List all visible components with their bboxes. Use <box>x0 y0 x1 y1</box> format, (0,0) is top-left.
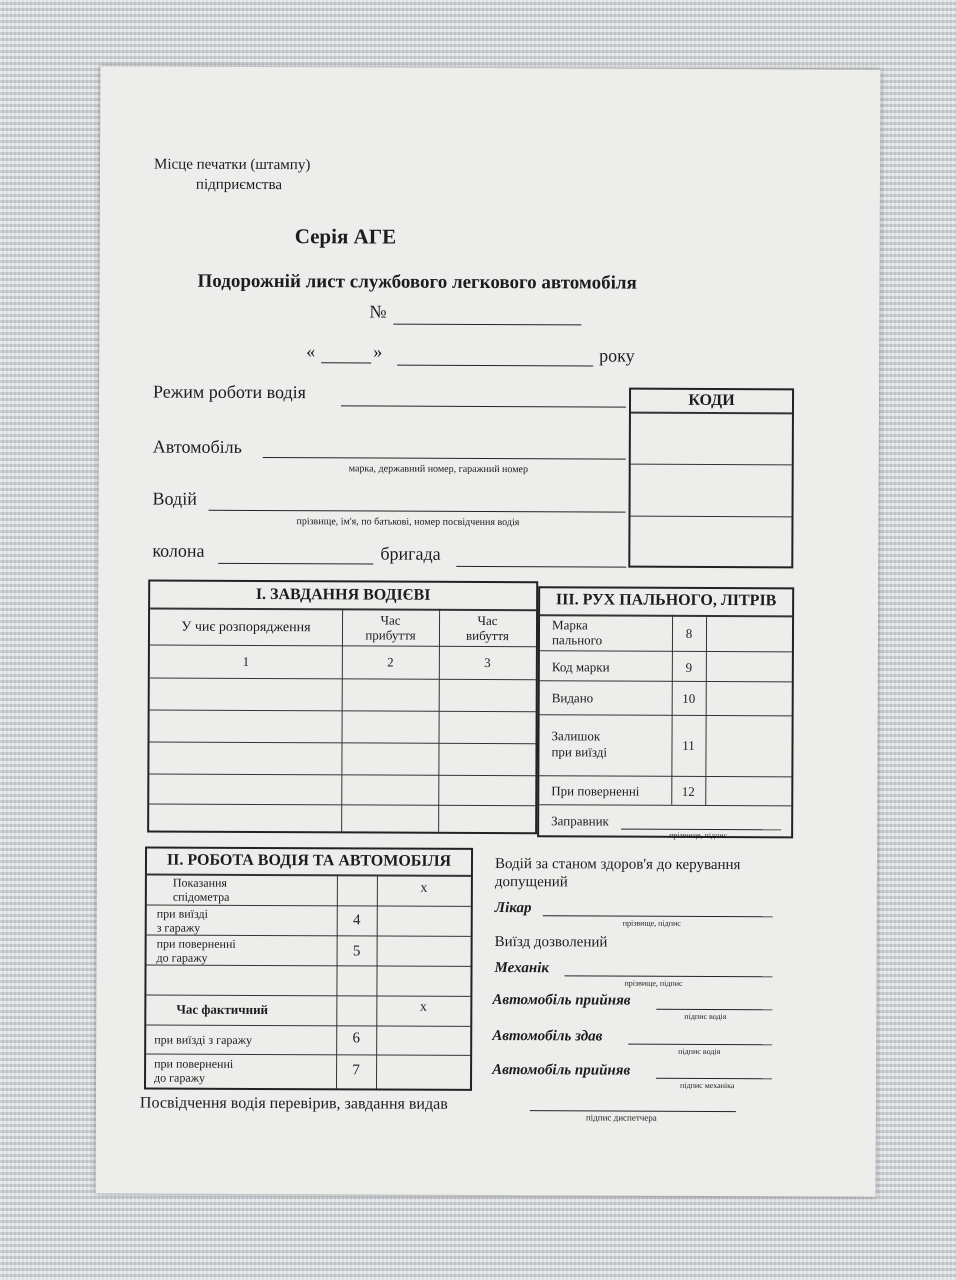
odometer-label: Показання <box>172 875 228 890</box>
dispatcher-label: Посвідчення водія перевірив, завдання видав <box>139 1094 448 1113</box>
row-divider <box>146 1054 470 1056</box>
car-field[interactable] <box>263 457 626 460</box>
code-6: 6 <box>352 1030 361 1047</box>
car-accepted-mechanic-label: Автомобіль прийняв <box>492 1062 631 1079</box>
car-label: Автомобіль <box>152 436 242 457</box>
x-mark-2: х <box>419 999 427 1015</box>
waybill-sheet <box>96 66 881 1196</box>
col3-number: 3 <box>484 654 491 671</box>
codes-divider <box>631 412 792 415</box>
return-time-label-2: до гаражу <box>154 1070 206 1085</box>
row-divider <box>146 995 470 997</box>
actual-time-label: Час фактичний <box>176 1001 269 1018</box>
doctor-hint: прізвище, підпис <box>622 918 681 928</box>
date-month-field[interactable] <box>397 365 593 367</box>
refueler-hint: прізвище, підпис <box>669 830 728 841</box>
brigade-label: бригада <box>380 543 441 564</box>
code-8: 8 <box>685 625 693 641</box>
remainder-label: Залишок <box>551 728 601 744</box>
number-field[interactable] <box>393 324 581 326</box>
car-accepted-mechanic-hint: підпис механіка <box>680 1080 735 1091</box>
section-2-title: ІІ. РОБОТА ВОДІЯ ТА АВТОМОБІЛЯ <box>166 851 452 870</box>
odometer-label-2: спідометра <box>172 889 230 904</box>
col3-header-2: вибуття <box>465 627 509 644</box>
mechanic-signature-field[interactable] <box>564 975 772 977</box>
series-label: Серія АГЕ <box>294 224 397 249</box>
date-close-quote: » <box>373 341 383 362</box>
codes-box <box>628 388 794 569</box>
row-divider <box>540 714 792 716</box>
brigade-field[interactable] <box>456 566 626 568</box>
exit-allowed-label: Виїзд дозволений <box>494 934 608 951</box>
date-open-quote: « <box>306 341 316 362</box>
section-1-table <box>147 580 538 835</box>
issued-label: Видано <box>551 690 594 706</box>
dispatcher-hint: підпис диспетчера <box>585 1112 657 1123</box>
return-time-label: при поверненні <box>154 1056 234 1071</box>
driver-label: Водій <box>152 488 197 509</box>
col3-header: Час <box>477 612 498 629</box>
driver-hint: прізвище, ім'я, по батькові, номер посвідчення водія <box>296 516 520 529</box>
refueler-label: Заправник <box>551 813 609 829</box>
row-divider <box>539 775 791 777</box>
number-label: № <box>369 301 387 322</box>
col1-number: 1 <box>242 653 250 669</box>
row-divider <box>147 965 471 967</box>
exit-garage-label: при виїзді <box>156 906 209 921</box>
fuel-brand-label-2: пального <box>551 632 603 648</box>
section-2-table <box>144 847 473 1091</box>
codes-header: КОДИ <box>688 391 735 410</box>
driver-mode-label: Режим роботи водія <box>153 381 307 403</box>
col2-header: Час <box>380 612 401 628</box>
exit-time-label: при виїзді з гаражу <box>154 1032 253 1047</box>
code-9: 9 <box>685 659 693 675</box>
car-accepted-hint: підпис водія <box>684 1011 727 1022</box>
fuel-brand-label: Марка <box>551 617 588 633</box>
stamp-label-2: підприємства <box>195 176 283 194</box>
col-divider <box>336 874 338 1088</box>
codes-divider <box>631 464 792 466</box>
return-garage-label-2: до гаражу <box>156 950 208 965</box>
codes-divider <box>631 516 792 518</box>
car-handed-hint: підпис водія <box>678 1046 721 1057</box>
doctor-signature-field[interactable] <box>543 915 773 917</box>
car-accepted-label: Автомобіль прийняв <box>492 992 631 1009</box>
row-divider <box>539 804 791 806</box>
car-handed-label: Автомобіль здав <box>492 1028 603 1045</box>
col-divider <box>376 875 378 1089</box>
code-5: 5 <box>352 943 361 960</box>
column-field[interactable] <box>218 563 373 565</box>
document-title: Подорожній лист службового легкового автомобіля <box>197 270 637 294</box>
driver-field[interactable] <box>209 510 626 513</box>
col1-header: У чиє розпорядження <box>181 619 311 636</box>
date-day-field[interactable] <box>321 362 371 363</box>
col2-header-2: прибуття <box>365 627 416 643</box>
code-10: 10 <box>682 690 696 706</box>
brand-code-label: Код марки <box>551 659 610 675</box>
code-4: 4 <box>352 912 361 929</box>
x-mark: х <box>420 880 428 896</box>
code-12: 12 <box>681 783 695 799</box>
section-3-title: ІІІ. РУХ ПАЛЬНОГО, ЛІТРІВ <box>555 591 777 610</box>
mechanic-label: Механік <box>494 960 550 977</box>
code-11: 11 <box>682 737 695 753</box>
car-handed-signature[interactable] <box>628 1044 772 1046</box>
row-divider <box>540 650 792 652</box>
remainder-label-2: при виїзді <box>551 744 608 760</box>
column-label: колона <box>152 540 205 561</box>
section-1-title: І. ЗАВДАННЯ ВОДІЄВІ <box>255 585 431 604</box>
stamp-label: Місце печатки (штампу) <box>153 156 311 174</box>
car-accepted-signature[interactable] <box>656 1009 772 1011</box>
health-label-2: допущений <box>494 874 568 891</box>
code-7: 7 <box>352 1062 360 1079</box>
mechanic-hint: прізвище, підпис <box>624 978 683 988</box>
exit-garage-label-2: з гаражу <box>156 920 201 935</box>
car-hint: марка, державний номер, гаражний номер <box>348 463 529 476</box>
section-3-table <box>537 586 794 841</box>
col2-number: 2 <box>387 654 394 670</box>
year-label: року <box>599 345 635 366</box>
on-return-label: При поверненні <box>551 783 640 799</box>
doctor-label: Лікар <box>494 900 532 917</box>
car-accepted-mechanic-signature[interactable] <box>656 1078 772 1080</box>
row-divider <box>146 1025 470 1027</box>
row-divider <box>540 680 792 682</box>
return-garage-label: при поверненні <box>156 936 236 951</box>
health-label: Водій за станом здоров'я до керування <box>494 856 741 874</box>
driver-mode-field[interactable] <box>341 405 626 407</box>
